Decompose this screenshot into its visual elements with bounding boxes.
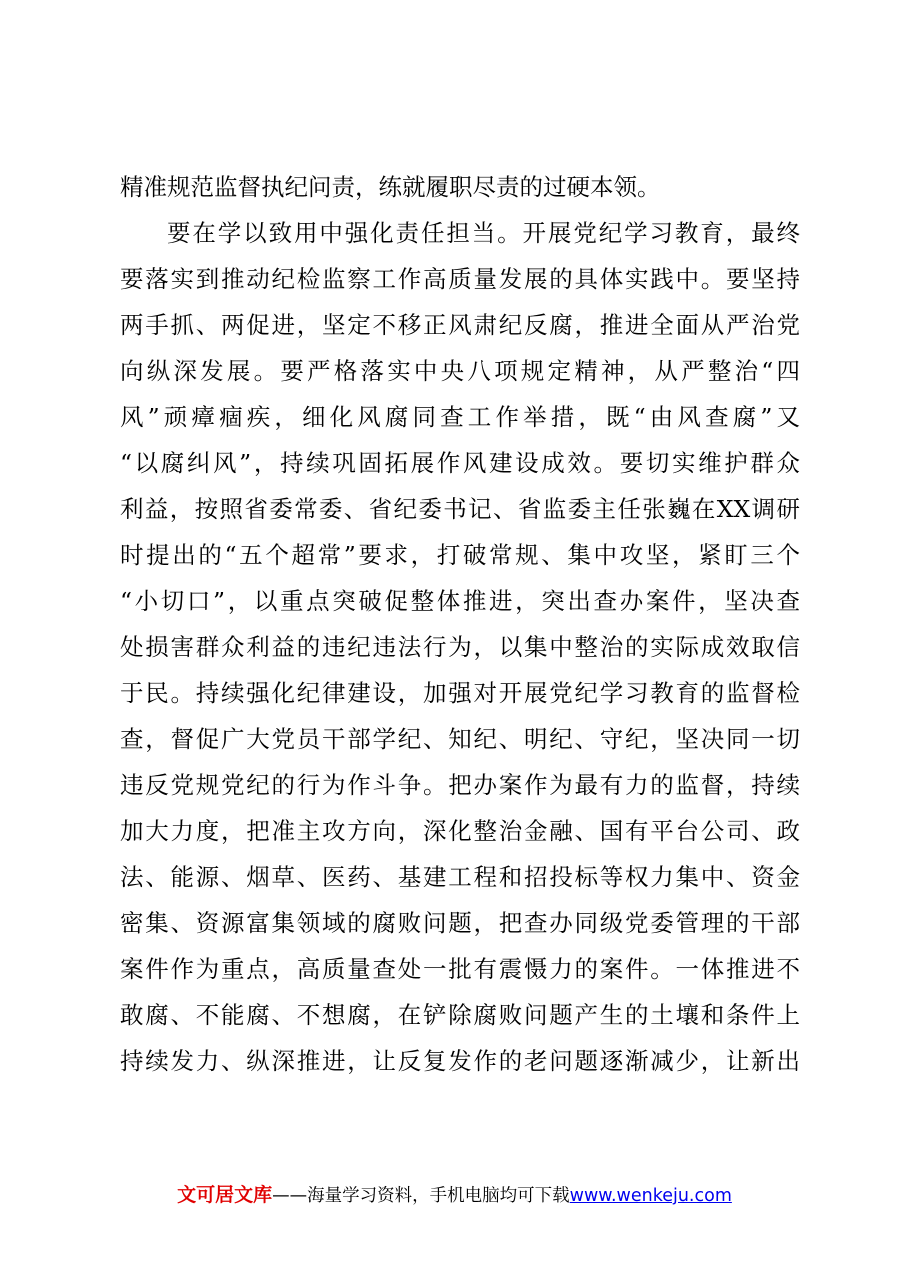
text-line: 利益，按照省委常委、省纪委书记、省监委主任张巍在XX调研 [120, 495, 800, 523]
body-text [120, 164, 800, 1084]
text-line: 两手抓、两促进，坚定不移正风肃纪反腐，推进全面从严治党 [120, 311, 800, 339]
text-line: 处损害群众利益的违纪违法行为，以集中整治的实际成效取信 [120, 633, 800, 661]
text-line: 要落实到推动纪检监察工作高质量发展的具体实践中。要坚持 [120, 265, 800, 293]
text-line: 时提出的“五个超常”要求，打破常规、集中攻坚，紧盯三个 [120, 541, 800, 569]
footer-brand: 文可居文库 [177, 1184, 273, 1206]
text-line: 于民。持续强化纪律建设，加强对开展党纪学习教育的监督检 [120, 679, 800, 707]
text-line: 密集、资源富集领域的腐败问题，把查办同级党委管理的干部 [120, 909, 800, 937]
footer-tagline: ——海量学习资料，手机电脑均可下载 [272, 1186, 570, 1206]
text-line: 风”顽瘴痼疾，细化风腐同查工作举措，既“由风查腐”又 [120, 403, 800, 431]
text-line: 精准规范监督执纪问责，练就履职尽责的过硬本领。 [120, 173, 661, 201]
footer-banner [0, 1182, 909, 1209]
text-line: 持续发力、纵深推进，让反复发作的老问题逐渐减少，让新出 [120, 1047, 800, 1075]
text-line: 违反党规党纪的行为作斗争。把办案作为最有力的监督，持续 [120, 771, 800, 799]
text-line: 法、能源、烟草、医药、基建工程和招投标等权力集中、资金 [120, 863, 800, 891]
text-line: 加大力度，把准主攻方向，深化整治金融、国有平台公司、政 [120, 817, 800, 845]
text-line: 要在学以致用中强化责任担当。开展党纪学习教育，最终 [167, 219, 800, 247]
footer-url-link[interactable]: www.wenkeju.com [569, 1186, 732, 1206]
text-line: 查，督促广大党员干部学纪、知纪、明纪、守纪，坚决同一切 [120, 725, 800, 753]
text-line: 向纵深发展。要严格落实中央八项规定精神，从严整治“四 [120, 357, 800, 385]
text-line: “小切口”，以重点突破促整体推进，突出查办案件，坚决查 [120, 587, 800, 615]
text-line: 敢腐、不能腐、不想腐，在铲除腐败问题产生的土壤和条件上 [120, 1001, 800, 1029]
text-line: “以腐纠风”，持续巩固拓展作风建设成效。要切实维护群众 [120, 449, 800, 477]
text-line: 案件作为重点，高质量查处一批有震慑力的案件。一体推进不 [120, 955, 800, 983]
